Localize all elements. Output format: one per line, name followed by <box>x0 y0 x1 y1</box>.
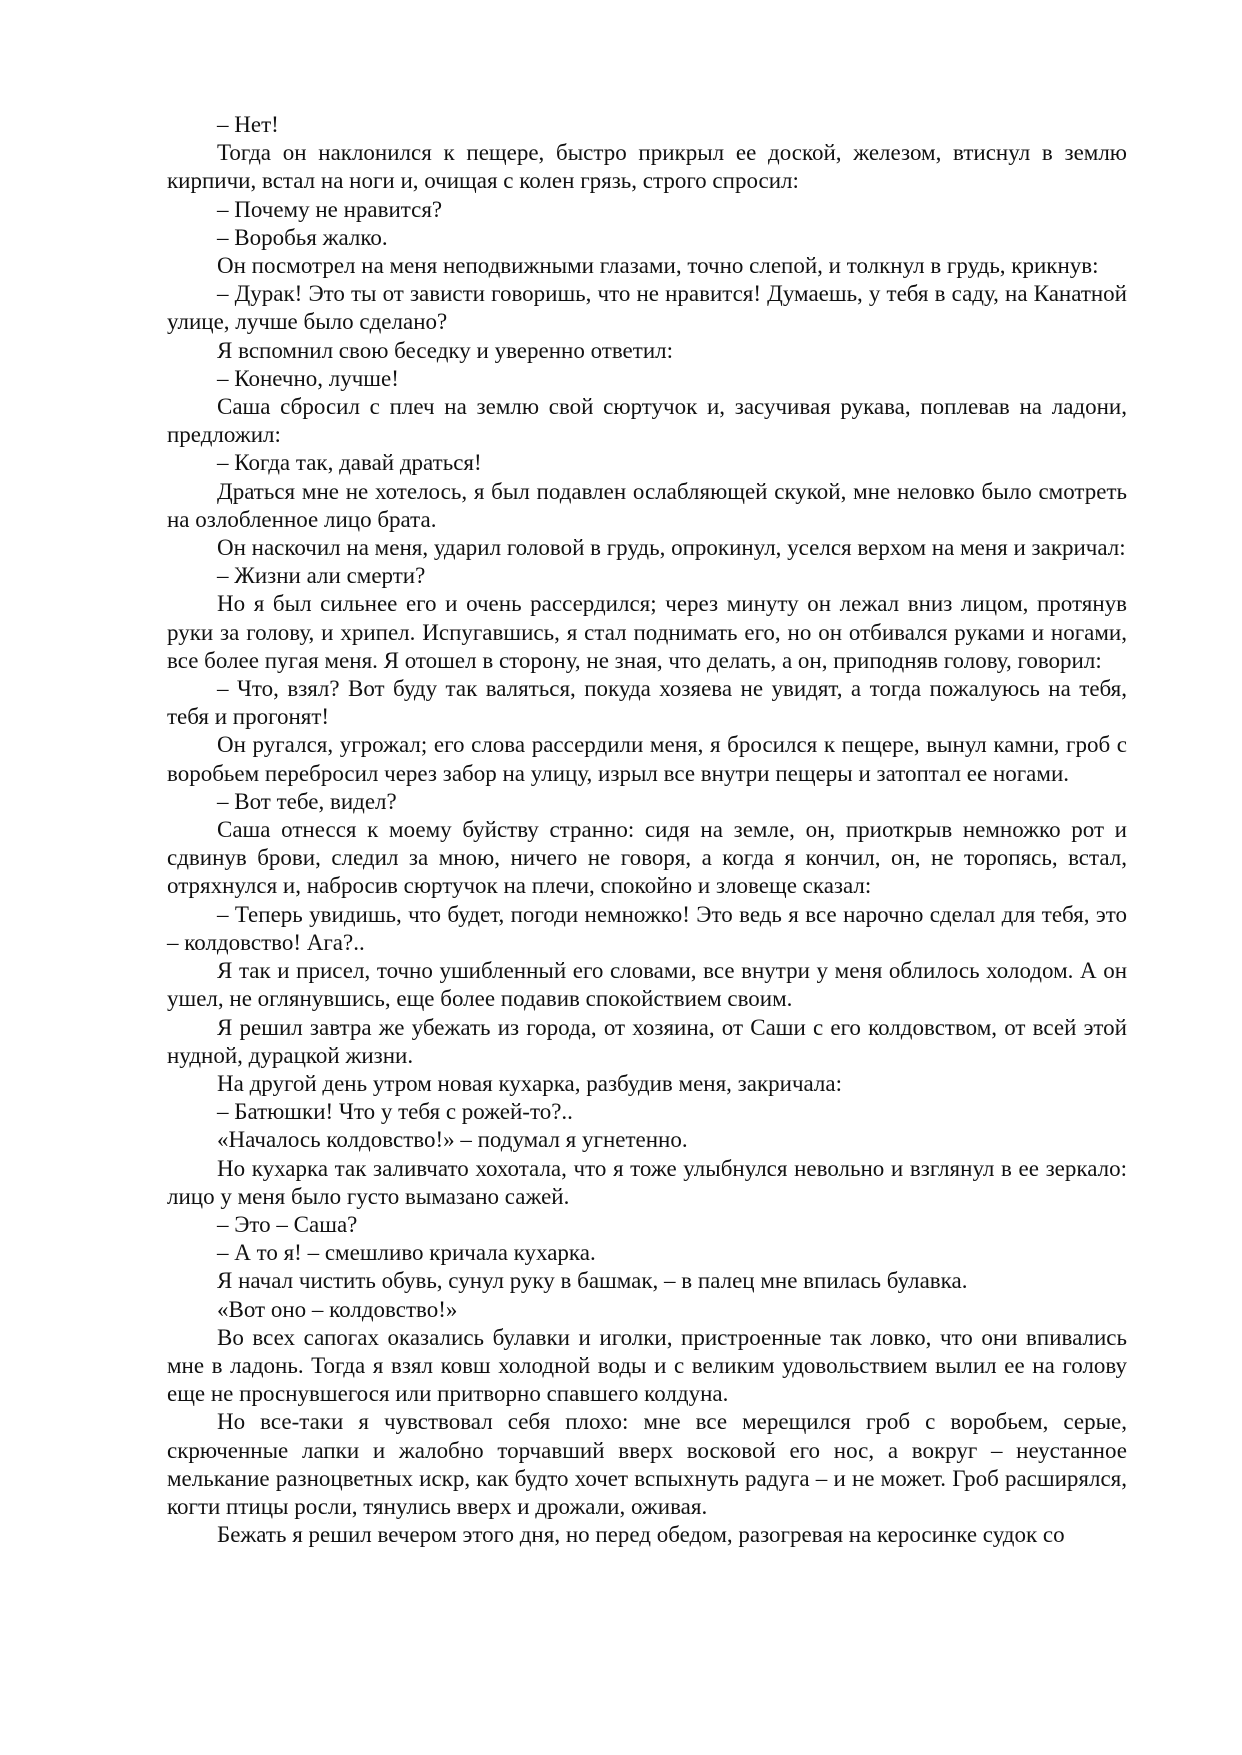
paragraph: – Нет! <box>217 112 279 137</box>
paragraph: Но я был сильнее его и очень рассердился; через минуту он лежал вниз лицом, протянув руки за голову, и хрипел. Испугавшись, я стал поднимать его, но он отбивался руками и ногами, все более пугая меня. Я отошел в сторону, не зная, что делать, а он, приподняв голову, говорил: <box>167 591 1127 673</box>
paragraph: Драться мне не хотелось, я был подавлен ослабляющей скукой, мне неловко было смотреть на озлобленное лицо брата. <box>167 478 1127 532</box>
paragraph: На другой день утром новая кухарка, разбудив меня, закричала: <box>217 1070 843 1096</box>
paragraph: Я вспомнил свою беседку и уверенно ответил: <box>217 337 673 363</box>
paragraph: – Жизни али смерти? <box>217 563 426 589</box>
paragraph: – Теперь увидишь, что будет, погоди немножко! Это ведь я все нарочно сделал для тебя, это – колдовство! Ага?.. <box>167 901 1127 955</box>
paragraph: – Дурак! Это ты от зависти говоришь, что не нравится! Думаешь, у тебя в саду, на Канатной улице, лучше было сделано? <box>167 281 1127 335</box>
paragraph: Саша отнесся к моему буйству странно: сидя на земле, он, приоткрыв немножко рот и сдвинув брови, следил за мною, ничего не говоря, а когда я кончил, он, не торопясь, встал, отряхнулся и, набросив сюртучок на плечи, спокойно и зловеще сказал: <box>167 817 1127 899</box>
paragraph: – Конечно, лучше! <box>217 365 399 391</box>
paragraph: «Началось колдовство!» – подумал я угнетенно. <box>217 1127 688 1153</box>
paragraph: – Батюшки! Что у тебя с рожей-то?.. <box>217 1099 573 1125</box>
paragraph: – А то я! – смешливо кричала кухарка. <box>217 1240 596 1266</box>
paragraph: Он посмотрел на меня неподвижными глазами, точно слепой, и толкнул в грудь, крикнув: <box>217 253 1099 279</box>
paragraph: Бежать я решил вечером этого дня, но перед обедом, разогревая на керосинке судок со <box>217 1522 1065 1548</box>
paragraph: Он наскочил на меня, ударил головой в грудь, опрокинул, уселся верхом на меня и закричал: <box>217 535 1126 561</box>
paragraph: Но кухарка так заливчато хохотала, что я тоже улыбнулся невольно и взглянул в ее зеркало: лицо у меня было густо вымазано сажей. <box>167 1155 1127 1209</box>
paragraph: «Вот оно – колдовство!» <box>217 1296 458 1322</box>
paragraph: – Это – Саша? <box>217 1211 358 1237</box>
paragraph: Но все-таки я чувствовал себя плохо: мне все мерещился гроб с воробьем, серые, скрюченные лапки и жалобно торчавший вверх восковой его нос, а вокруг – неустанное мелькание разноцветных искр, как будто хочет вспыхнуть радуга – и не может. Гроб расширялся, когти птицы росли, тянулись вверх и дрожали, оживая. <box>167 1409 1127 1519</box>
paragraph: – Почему не нравится? <box>217 196 443 222</box>
paragraph: Я начал чистить обувь, сунул руку в башмак, – в палец мне впилась булавка. <box>217 1268 968 1294</box>
paragraph: Я так и присел, точно ушибленный его словами, все внутри у меня облилось холодом. А он ушел, не оглянувшись, еще более подавив спокойствием своим. <box>167 958 1127 1012</box>
paragraph: Он ругался, угрожал; его слова рассердили меня, я бросился к пещере, вынул камни, гроб с воробьем перебросил через забор на улицу, изрыл все внутри пещеры и затоптал ее ногами. <box>167 732 1127 786</box>
paragraph: – Воробья жалко. <box>217 224 388 250</box>
paragraph: Во всех сапогах оказались булавки и иголки, пристроенные так ловко, что они впивались мне в ладонь. Тогда я взял ковш холодной воды и с великим удовольствием вылил ее на голову еще не проснувшегося или притворно спавшего колдуна. <box>167 1324 1127 1407</box>
paragraph: Я решил завтра же убежать из города, от хозяина, от Саши с его колдовством, от всей этой нудной, дурацкой жизни. <box>167 1014 1127 1068</box>
paragraph: – Вот тебе, видел? <box>217 788 397 814</box>
paragraph: – Что, взял? Вот буду так валяться, покуда хозяева не увидят, а тогда пожалуюсь на тебя, тебя и прогонят! <box>167 676 1127 730</box>
paragraph: – Когда так, давай драться! <box>217 450 482 476</box>
paragraph: Тогда он наклонился к пещере, быстро прикрыл ее доской, железом, втиснул в землю кирпичи, встал на ноги и, очищая с колен грязь, строго спросил: <box>167 140 1127 194</box>
paragraph: Саша сбросил с плеч на землю свой сюртучок и, засучивая рукава, поплевав на ладони, предложил: <box>167 394 1127 448</box>
body-text <box>167 111 1127 1549</box>
